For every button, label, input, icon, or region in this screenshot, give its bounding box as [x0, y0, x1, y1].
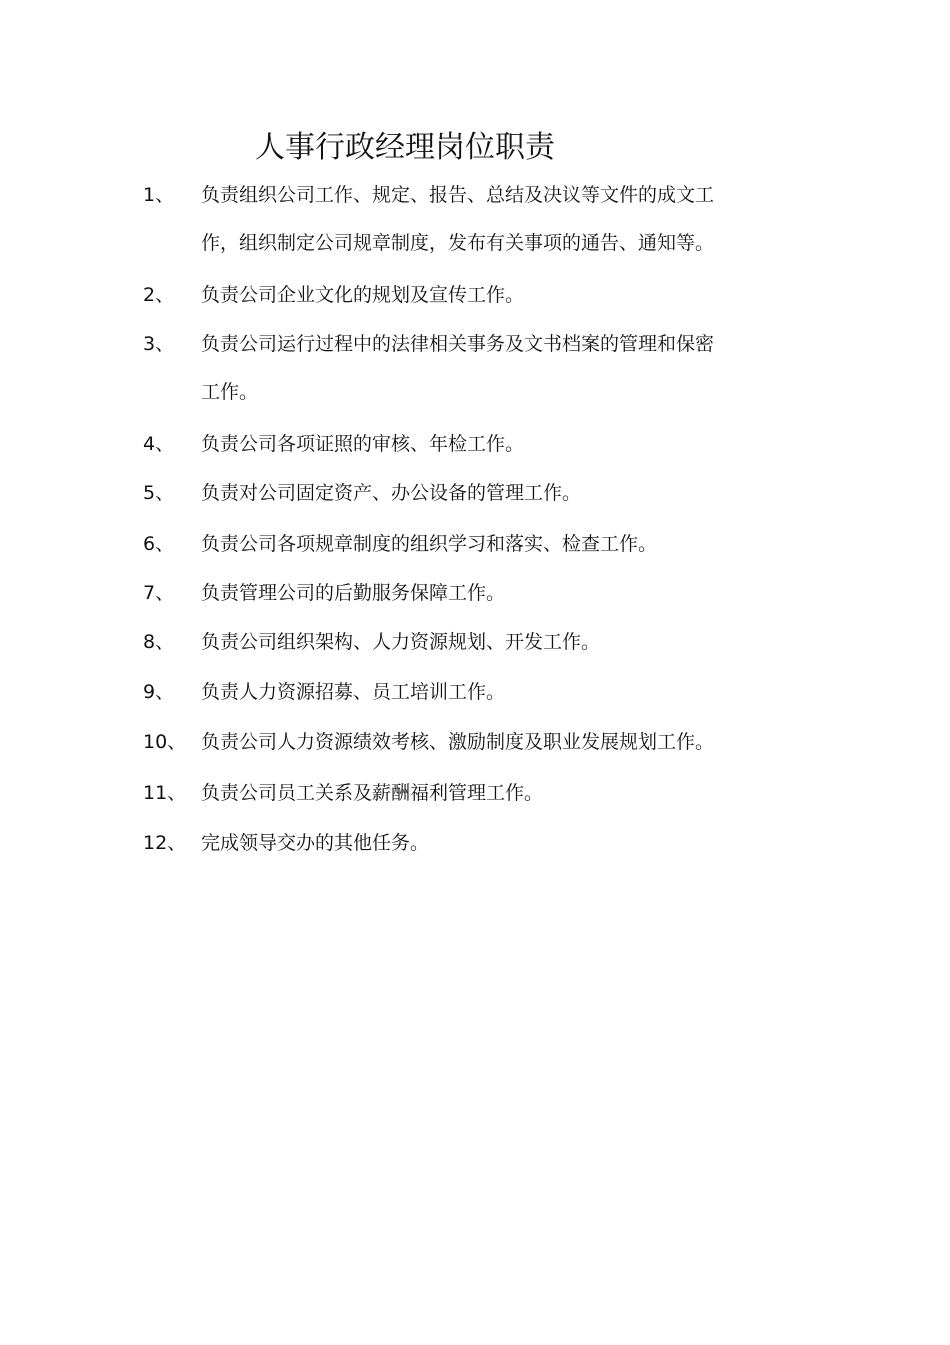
item-text — [201, 429, 771, 459]
item-text-line: 负责对公司固定资产、办公设备的管理工作。 — [201, 482, 582, 504]
item-number: 7、 — [143, 582, 175, 604]
item-number: 6、 — [143, 533, 175, 555]
item-text-line: 作，组织制定公司规章制度，发布有关事项的通告、通知等。 — [201, 232, 715, 254]
item-text-line: 负责公司组织架构、人力资源规划、开发工作。 — [201, 631, 601, 653]
item-text-line: 负责公司运行过程中的法律相关事务及文书档案的管理和保密 — [201, 333, 715, 355]
item-number: 12、 — [143, 832, 187, 854]
item-text — [201, 627, 771, 657]
item-text — [201, 280, 771, 310]
item-number: 1、 — [143, 184, 175, 206]
item-text — [201, 478, 771, 508]
item-number: 2、 — [143, 284, 175, 306]
item-number: 9、 — [143, 681, 175, 703]
item-text — [201, 778, 771, 808]
item-text — [201, 677, 771, 707]
item-number: 3、 — [143, 333, 175, 355]
item-text — [201, 578, 771, 608]
item-text — [201, 180, 771, 258]
item-text — [201, 529, 771, 559]
item-text-line: 负责管理公司的后勤服务保障工作。 — [201, 582, 506, 604]
item-text-line: 负责公司企业文化的规划及宣传工作。 — [201, 284, 525, 306]
item-number: 5、 — [143, 482, 175, 504]
page-title: 人事行政经理岗位职责 — [255, 130, 555, 165]
item-text-line: 负责公司人力资源绩效考核、激励制度及职业发展规划工作。 — [201, 731, 715, 753]
item-text-line: 负责人力资源招募、员工培训工作。 — [201, 681, 506, 703]
item-number: 4、 — [143, 433, 175, 455]
item-text-line: 工作。 — [201, 381, 259, 403]
item-number: 8、 — [143, 631, 175, 653]
item-text-line: 负责公司各项规章制度的组织学习和落实、检查工作。 — [201, 533, 658, 555]
item-text — [201, 727, 771, 757]
item-text — [201, 329, 771, 407]
item-text-line: 负责公司员工关系及薪酬福利管理工作。 — [201, 782, 544, 804]
item-text-line: 负责组织公司工作、规定、报告、总结及决议等文件的成文工 — [201, 184, 715, 206]
item-number: 11、 — [143, 782, 187, 804]
item-text-line: 完成领导交办的其他任务。 — [201, 832, 430, 854]
item-number: 10、 — [143, 731, 187, 753]
item-text — [201, 828, 771, 858]
item-text-line: 负责公司各项证照的审核、年检工作。 — [201, 433, 525, 455]
